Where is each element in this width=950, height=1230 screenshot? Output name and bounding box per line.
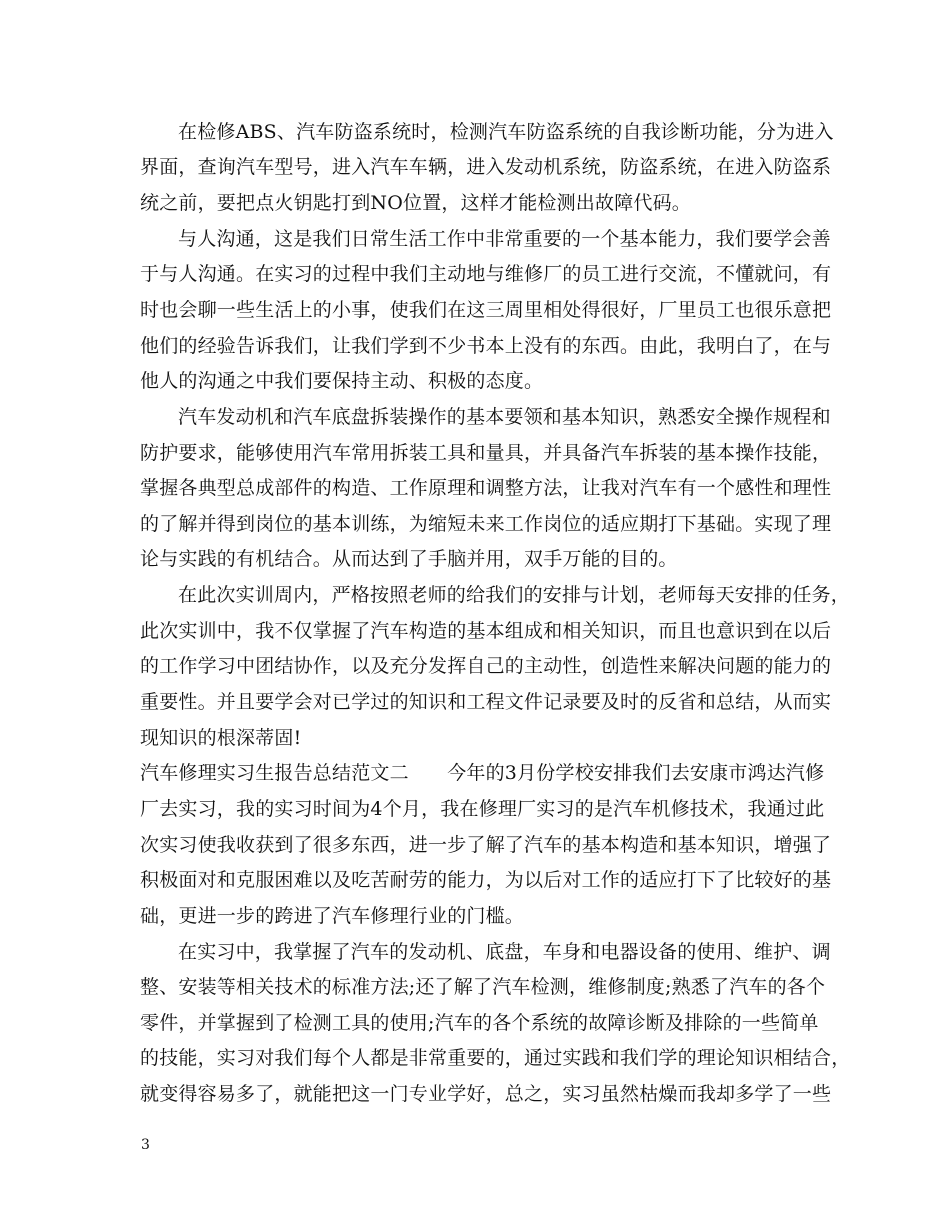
text-line: 防护要求，能够使用汽车常用拆装工具和量具，并具备汽车拆装的基本操作技能， — [140, 442, 832, 464]
text-line: 汽车发动机和汽车底盘拆装操作的基本要领和基本知识，熟悉安全操作规程和 — [178, 406, 831, 428]
text-line: 统之前，要把点火钥匙打到NO位置，这样才能检测出故障代码。 — [140, 192, 692, 214]
text-line: 整、安装等相关技术的标准方法;还了解了汽车检测，维修制度;熟悉了汽车的各个 — [140, 976, 826, 998]
text-line: 次实习使我收获到了很多东西，进一步了解了汽车的基本构造和基本知识，增强了 — [140, 834, 832, 856]
text-line: 的技能，实习对我们每个人都是非常重要的，通过实践和我们学的理论知识相结合， — [140, 1047, 851, 1069]
text-line: 界面，查询汽车型号，进入汽车车辆，进入发动机系统，防盗系统，在进入防盗系 — [140, 156, 832, 178]
text-line: 现知识的根深蒂固! — [140, 727, 302, 749]
text-line: 掌握各典型总成部件的构造、工作原理和调整方法，让我对汽车有一个感性和理性 — [140, 477, 832, 499]
text-line: 重要性。并且要学会对已学过的知识和工程文件记录要及时的反省和总结，从而实 — [140, 691, 832, 713]
text-line: 积极面对和克服困难以及吃苦耐劳的能力，为以后对工作的适应打下了比较好的基 — [140, 869, 832, 891]
text-line: 时也会聊一些生活上的小事，使我们在这三周里相处得很好，厂里员工也很乐意把 — [140, 299, 832, 321]
text-line: 零件，并掌握到了检测工具的使用;汽车的各个系统的故障诊断及排除的一些简单 — [140, 1012, 819, 1034]
text-line: 于与人沟通。在实习的过程中我们主动地与维修厂的员工进行交流，不懂就问，有 — [140, 263, 832, 285]
page-number: 3 — [141, 1137, 150, 1153]
text-line: 论与实践的有机结合。从而达到了手脑并用，双手万能的目的。 — [140, 548, 678, 570]
text-line: 的工作学习中团结协作，以及充分发挥自己的主动性，创造性来解决问题的能力的 — [140, 655, 832, 677]
text-line: 在此次实训周内，严格按照老师的给我们的安排与计划，老师每天安排的任务， — [178, 584, 851, 606]
text-line: 础，更进一步的跨进了汽车修理行业的门槛。 — [140, 905, 525, 927]
text-line: 在检修ABS、汽车防盗系统时，检测汽车防盗系统的自我诊断功能，分为进入 — [178, 121, 834, 143]
text-line: 的了解并得到岗位的基本训练，为缩短未来工作岗位的适应期打下基础。实现了理 — [140, 513, 832, 535]
text-line: 就变得容易多了，就能把这一门专业学好，总之，实习虽然枯燥而我却多学了一些 — [140, 1083, 832, 1105]
text-line: 在实习中，我掌握了汽车的发动机、底盘，车身和电器设备的使用、维护、调 — [178, 941, 831, 963]
text-line: 他人的沟通之中我们要保持主动、积极的态度。 — [140, 370, 544, 392]
text-line: 与人沟通，这是我们日常生活工作中非常重要的一个基本能力，我们要学会善 — [178, 228, 831, 250]
text-line: 他们的经验告诉我们，让我们学到不少书本上没有的东西。由此，我明白了，在与 — [140, 335, 832, 357]
section-heading-line: 汽车修理实习生报告总结范文二 今年的3月份学校安排我们去安康市鸿达汽修 — [140, 762, 825, 784]
text-line: 此次实训中，我不仅掌握了汽车构造的基本组成和相关知识，而且也意识到在以后 — [140, 620, 832, 642]
text-line: 厂去实习，我的实习时间为4个月，我在修理厂实习的是汽车机修技术，我通过此 — [140, 798, 825, 820]
